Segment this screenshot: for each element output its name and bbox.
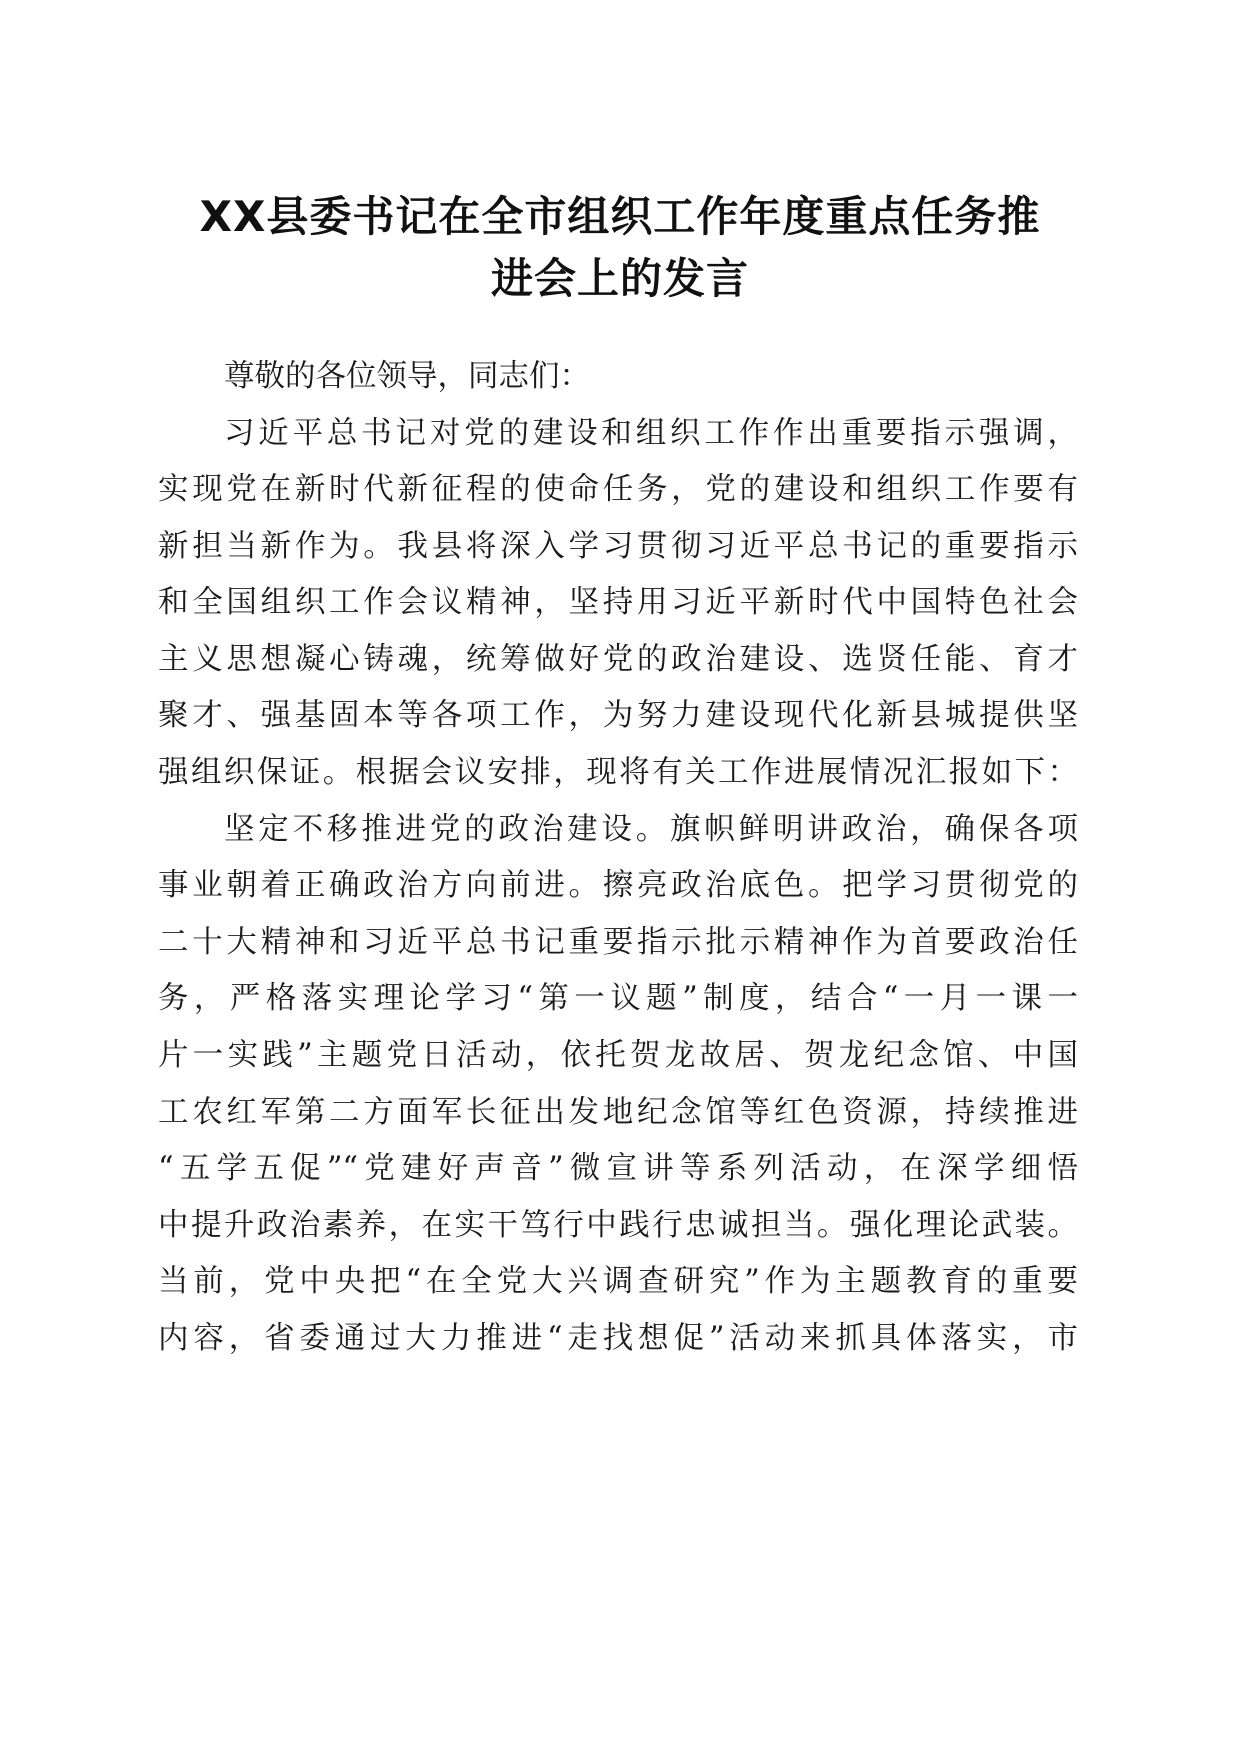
paragraph-2-line: 务，严格落实理论学习“第一议题”制度，结合“一月一课一 xyxy=(158,981,1078,1016)
paragraph-2-line: 当前，党中央把“在全党大兴调查研究”作为主题教育的重要 xyxy=(158,1264,1078,1299)
paragraph-1-line: 新担当新作为。我县将深入学习贯彻习近平总书记的重要指示 xyxy=(158,529,1078,564)
salutation: 尊敬的各位领导，同志们： xyxy=(224,359,590,394)
paragraph-2-line: 二十大精神和习近平总书记重要指示批示精神作为首要政治任 xyxy=(158,925,1078,960)
title-line-2: 进会上的发言 xyxy=(490,254,749,303)
paragraph-2-line: 内容，省委通过大力推进“走找想促”活动来抓具体落实，市 xyxy=(158,1321,1078,1356)
paragraph-1-line: 习近平总书记对党的建设和组织工作作出重要指示强调， xyxy=(224,416,1078,451)
paragraph-2-line: 事业朝着正确政治方向前进。擦亮政治底色。把学习贯彻党的 xyxy=(158,868,1078,903)
paragraph-1-line: 实现党在新时代新征程的使命任务，党的建设和组织工作要有 xyxy=(158,472,1078,507)
paragraph-2-line: 片一实践”主题党日活动，依托贺龙故居、贺龙纪念馆、中国 xyxy=(158,1038,1078,1073)
paragraph-1-line: 强组织保证。根据会议安排，现将有关工作进展情况汇报如下： xyxy=(158,755,1078,790)
paragraph-2-line: 中提升政治素养，在实干笃行中践行忠诚担当。强化理论武装。 xyxy=(158,1208,1078,1243)
paragraph-2-line: “五学五促”“党建好声音”微宣讲等系列活动，在深学细悟 xyxy=(158,1151,1078,1186)
paragraph-2-line: 坚定不移推进党的政治建设。旗帜鲜明讲政治，确保各项 xyxy=(224,812,1078,847)
paragraph-1-line: 主义思想凝心铸魂，统筹做好党的政治建设、选贤任能、育才 xyxy=(158,642,1078,677)
paragraph-2-line: 工农红军第二方面军长征出发地纪念馆等红色资源，持续推进 xyxy=(158,1095,1078,1130)
title-line-1: XX县委书记在全市组织工作年度重点任务推 xyxy=(199,192,1041,241)
document-title xyxy=(150,186,1090,310)
paragraph-1-line: 聚才、强基固本等各项工作，为努力建设现代化新县城提供坚 xyxy=(158,698,1078,733)
paragraph-1-line: 和全国组织工作会议精神，坚持用习近平新时代中国特色社会 xyxy=(158,585,1078,620)
